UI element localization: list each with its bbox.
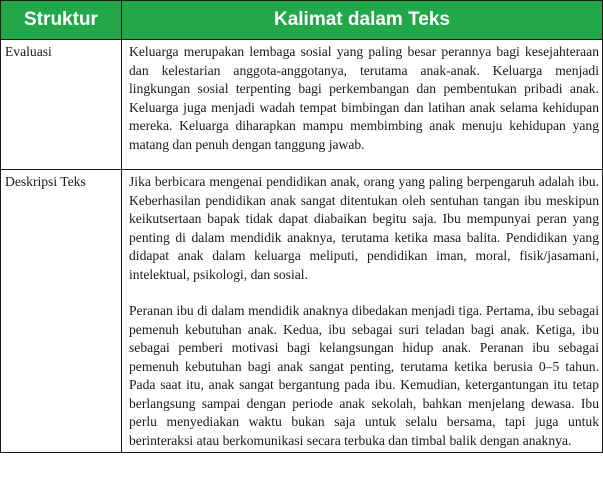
struktur-cell: Evaluasi (1, 40, 122, 170)
table-row-evaluasi (1, 40, 603, 170)
table-header-row (1, 1, 603, 40)
struktur-cell: Deskripsi Teks (1, 170, 122, 453)
kalimat-cell (122, 170, 603, 453)
paragraph: Jika berbicara mengenai pendidikan anak, orang yang paling berpengaruh adalah ibu. Keberhasilan pendidikan anak sangat ditentukan oleh sentuhan tangan ibu meskipun keikutsertaan bapak tidak dapat diabaikan begitu saja. Ibu mempunyai peran yang penting di dalam mendidik anaknya, terutama ketika masa balita. Pendidikan yang didapat anak dalam keluarga meliputi, pendidikan iman, moral, fisik/jasamani, intelektual, psikologi, dan sosial. (129, 174, 599, 282)
header-struktur: Struktur (1, 1, 122, 40)
header-kalimat-dalam-teks: Kalimat dalam Teks (122, 1, 603, 40)
paragraph: Keluarga merupakan lembaga sosial yang paling besar perannya bagi kesejahteraan dan kelestarian anggota-anggotanya, terutama anak-anak. Keluarga menjadi lingkungan sosial terpenting bagi perkembangan dan pembentukan pribadi anak. Keluarga juga menjadi wadah tempat bimbingan dan latihan anak selama kehidupan mereka. Keluarga diharapkan mampu membimbing anak menuju kehidupan yang matang dan penuh dengan tanggung jawab. (129, 44, 599, 152)
kalimat-cell (122, 40, 603, 170)
table-row-deskripsi-teks (1, 170, 603, 453)
paragraph: Peranan ibu di dalam mendidik anaknya dibedakan menjadi tiga. Pertama, ibu sebagai pemenuh kebutuhan anak. Kedua, ibu sebagai suri teladan bagi anak. Ketiga, ibu sebagai pemberi motivasi bagi kelangsungan hidup anak. Peranan ibu sebagai pemenuh kebutuhan bagi anak sangat penting, terutama ketika berusia 0–5 tahun. Pada saat itu, anak sangat bergantung pada ibu. Kemudian, ketergantungan itu tetap berlangsung sampai dengan periode anak sekolah, bahkan menjelang dewasa. Ibu perlu menyediakan waktu bukan saja untuk selalu bersama, tapi juga untuk berinteraksi atau berkomunikasi secara terbuka dan timbal balik dengan anaknya. (129, 303, 599, 448)
